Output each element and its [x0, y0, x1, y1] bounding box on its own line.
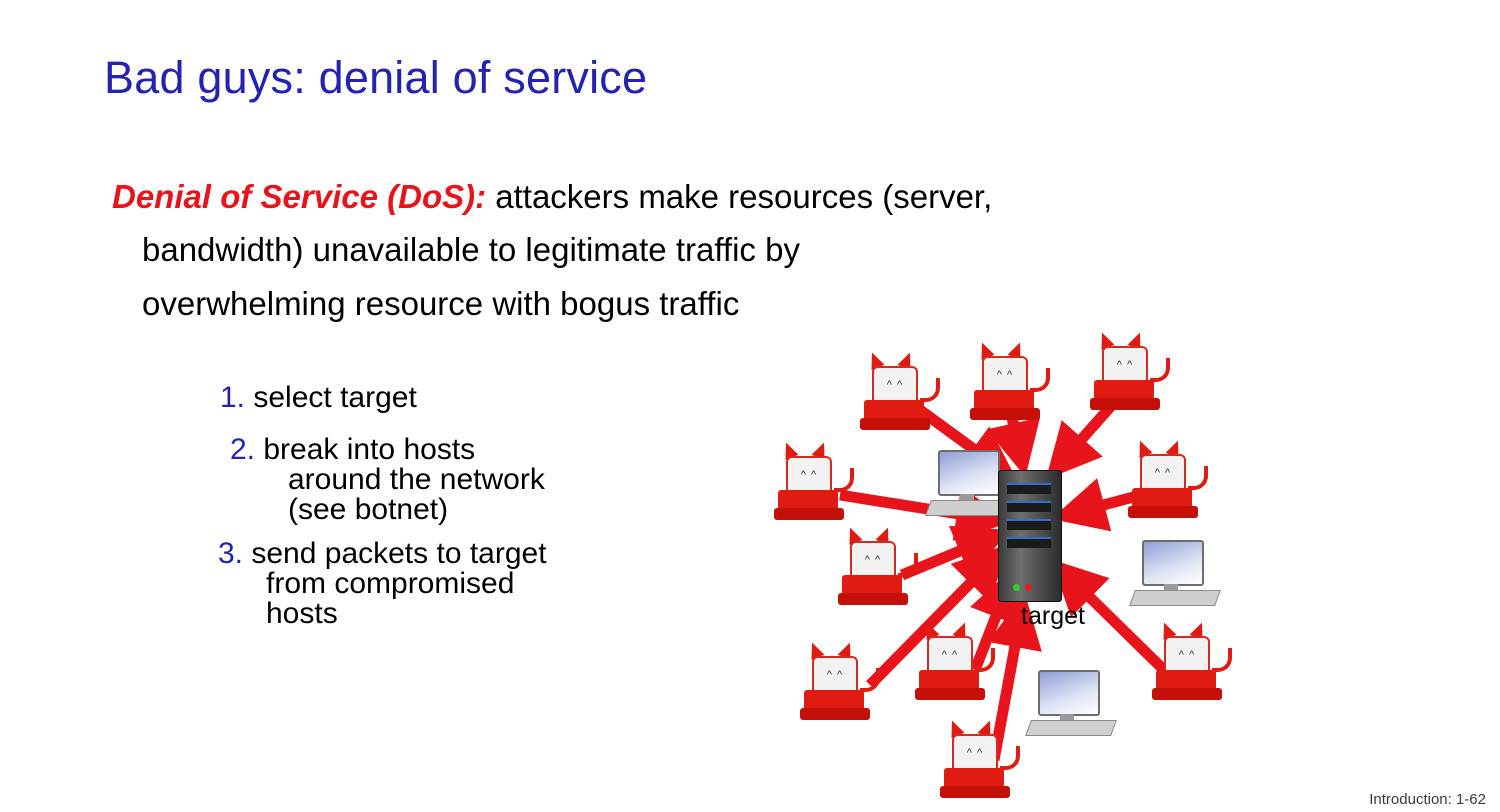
devil-body-icon [1094, 380, 1154, 400]
devil-base-icon [915, 688, 985, 700]
dos-definition-line2: bandwidth) unavailable to legitimate traffic by [142, 231, 800, 269]
devil-tail-icon [1030, 368, 1050, 392]
monitor-icon [1038, 670, 1100, 716]
attacker-host-6 [838, 535, 916, 613]
attacker-host-3 [1090, 340, 1168, 418]
devil-face-icon: ^ ^ [1116, 359, 1134, 371]
server-slot [1007, 483, 1051, 494]
devil-tail-icon [1212, 648, 1232, 672]
step-2-text-line3: (see botnet) [288, 493, 449, 526]
step-3-number: 3. [218, 537, 244, 570]
step-1-number: 1. [220, 381, 246, 414]
devil-face-icon: ^ ^ [941, 649, 959, 661]
dos-definition-line3: overwhelming resource with bogus traffic [142, 284, 740, 322]
devil-base-icon [1128, 506, 1198, 518]
devil-body-icon [974, 390, 1034, 410]
devil-base-icon [800, 708, 870, 720]
devil-face-icon: ^ ^ [826, 669, 844, 681]
attacker-host-5 [1128, 448, 1206, 526]
monitor-icon [1142, 540, 1204, 586]
devil-tail-icon [834, 468, 854, 492]
step-2 [230, 435, 738, 525]
attacker-host-8 [915, 630, 993, 708]
dos-attack-diagram [760, 340, 1260, 800]
devil-face-icon: ^ ^ [966, 747, 984, 759]
step-3-text-line3: hosts [266, 597, 338, 630]
step-1-text: select target [245, 381, 417, 414]
steps-list [218, 383, 738, 643]
devil-base-icon [970, 408, 1040, 420]
keyboard-icon [1025, 720, 1117, 736]
devil-body-icon [1132, 488, 1192, 508]
attacker-host-1 [860, 360, 938, 438]
devil-tail-icon [1188, 466, 1208, 490]
devil-base-icon [1090, 398, 1160, 410]
server-slot [1007, 537, 1051, 548]
devil-base-icon [838, 593, 908, 605]
target-label: target [1021, 602, 1085, 630]
step-2-text-line2: around the network [288, 463, 545, 496]
devil-body-icon [919, 670, 979, 690]
devil-body-icon [778, 490, 838, 510]
page-title: Bad guys: denial of service [104, 52, 648, 103]
step-2-text: break into hosts [255, 433, 476, 466]
step-3-text-line2: from compromised [266, 567, 515, 600]
devil-body-icon [944, 768, 1004, 788]
devil-base-icon [940, 786, 1010, 798]
attacker-host-9 [940, 728, 1018, 806]
devil-face-icon: ^ ^ [800, 469, 818, 481]
devil-face-icon: ^ ^ [886, 379, 904, 391]
devil-tail-icon [898, 553, 918, 577]
devil-face-icon: ^ ^ [1154, 467, 1172, 479]
devil-base-icon [1152, 688, 1222, 700]
step-3 [218, 539, 738, 629]
devil-base-icon [860, 418, 930, 430]
attacker-host-2 [970, 350, 1048, 428]
attacker-host-10 [1152, 630, 1230, 708]
keyboard-icon [1129, 590, 1221, 606]
devil-face-icon: ^ ^ [996, 369, 1014, 381]
slide-footer: Introduction: 1-62 [1369, 791, 1486, 808]
devil-tail-icon [1150, 358, 1170, 382]
devil-base-icon [774, 508, 844, 520]
attacker-host-4 [774, 450, 852, 528]
server-status-led-green [1013, 584, 1020, 591]
server-slot [1007, 501, 1051, 512]
devil-tail-icon [1000, 746, 1020, 770]
devil-tail-icon [860, 668, 880, 692]
network-pc-3 [1028, 670, 1114, 744]
step-1 [220, 383, 738, 413]
devil-body-icon [1156, 670, 1216, 690]
devil-face-icon: ^ ^ [864, 554, 882, 566]
devil-tail-icon [975, 648, 995, 672]
body-paragraph [112, 170, 1292, 330]
server-status-led-red [1025, 584, 1032, 591]
step-3-text: send packets to target [243, 537, 547, 570]
network-pc-2 [1132, 540, 1218, 614]
target-server-icon [998, 470, 1062, 602]
step-2-number: 2. [230, 433, 256, 466]
server-slot [1007, 519, 1051, 530]
devil-body-icon [842, 575, 902, 595]
dos-definition-rest: attackers make resources (server, [486, 178, 993, 215]
devil-tail-icon [920, 378, 940, 402]
monitor-icon [938, 450, 1000, 496]
devil-body-icon [804, 690, 864, 710]
devil-face-icon: ^ ^ [1178, 649, 1196, 661]
devil-body-icon [864, 400, 924, 420]
dos-definition-label: Denial of Service (DoS): [112, 178, 487, 215]
attacker-host-7 [800, 650, 878, 728]
